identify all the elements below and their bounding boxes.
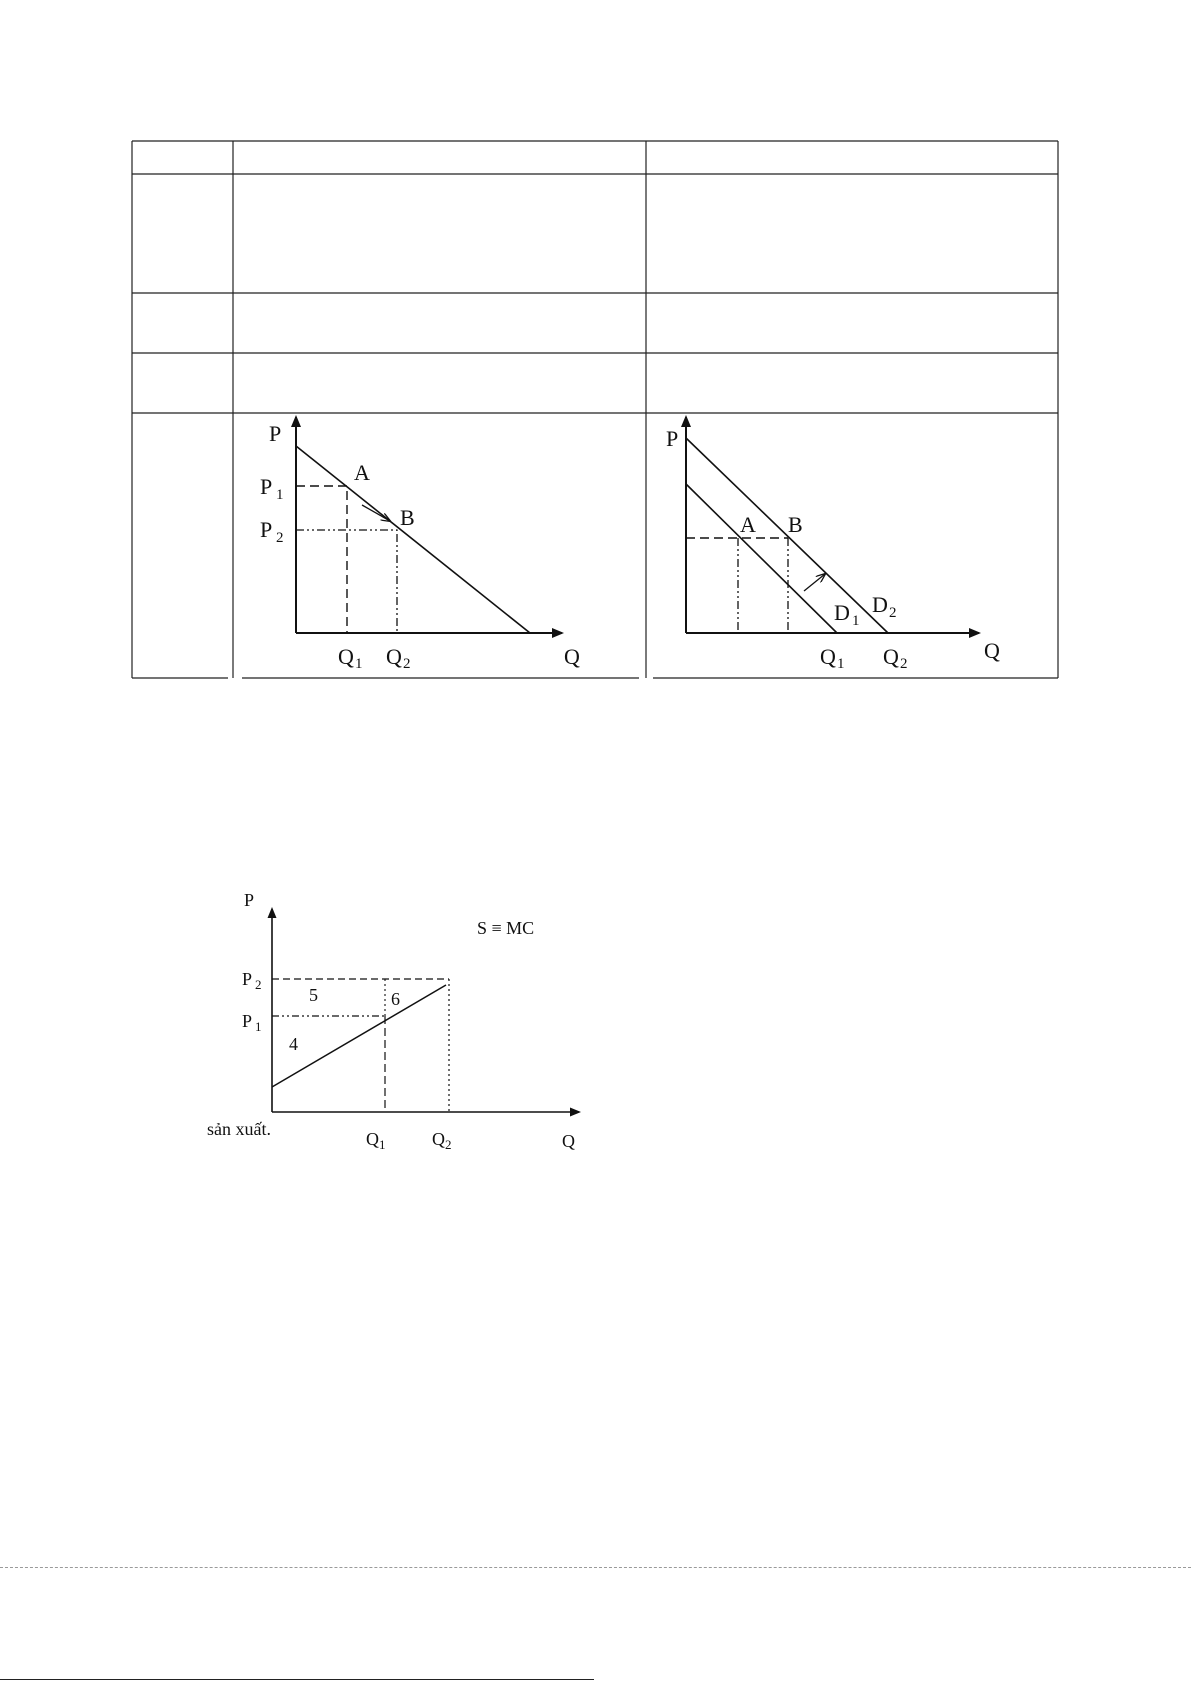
supply-curve bbox=[272, 985, 446, 1087]
supply-curve-label: S ≡ MC bbox=[477, 918, 535, 938]
point-a-label: A bbox=[354, 460, 370, 485]
p1-label: P bbox=[242, 1011, 253, 1031]
footnote-rule bbox=[0, 1679, 594, 1680]
demand-curve-d1 bbox=[686, 484, 837, 633]
area-4-label: 4 bbox=[289, 1034, 298, 1054]
q2-subscript: 2 bbox=[900, 656, 908, 672]
q1-label: Q bbox=[366, 1129, 379, 1149]
p2-label: P bbox=[260, 517, 273, 542]
q1-subscript: 1 bbox=[355, 656, 363, 672]
p1-subscript: 1 bbox=[276, 487, 284, 503]
q2-subscript: 2 bbox=[403, 656, 411, 672]
q1-label: Q bbox=[820, 644, 836, 669]
area-5-label: 5 bbox=[309, 985, 318, 1005]
movement-along-demand-chart bbox=[260, 417, 580, 672]
footer-dashed-rule bbox=[0, 1567, 1191, 1568]
q1-label: Q bbox=[338, 644, 354, 669]
p1-label: P bbox=[260, 474, 273, 499]
table-grid bbox=[132, 141, 1058, 678]
p-axis-label: P bbox=[269, 421, 282, 446]
demand-curve bbox=[296, 446, 530, 633]
movement-arrow bbox=[362, 505, 390, 521]
demand-curve-d2 bbox=[686, 438, 888, 633]
point-b-label: B bbox=[400, 505, 415, 530]
q2-subscript: 2 bbox=[445, 1137, 452, 1152]
q2-label: Q bbox=[432, 1129, 445, 1149]
q-axis-label: Q bbox=[564, 644, 580, 669]
point-b-label: B bbox=[788, 512, 803, 537]
point-a-label: A bbox=[740, 512, 756, 537]
shift-arrow bbox=[804, 574, 825, 591]
p1-subscript: 1 bbox=[255, 1019, 262, 1034]
supply-surplus-svg bbox=[200, 885, 600, 1155]
supply-surplus-figure bbox=[200, 885, 600, 1155]
area-6-label: 6 bbox=[391, 989, 400, 1009]
p2-subscript: 2 bbox=[255, 977, 262, 992]
d2-subscript: 2 bbox=[889, 605, 897, 621]
p-axis-label: P bbox=[666, 426, 679, 451]
q1-subscript: 1 bbox=[379, 1137, 386, 1152]
d1-subscript: 1 bbox=[852, 613, 860, 629]
demand-shift-chart bbox=[666, 417, 1000, 672]
q2-label: Q bbox=[883, 644, 899, 669]
caption-fragment: sản xuất. bbox=[207, 1119, 271, 1139]
q-axis-label: Q bbox=[562, 1131, 575, 1151]
p2-subscript: 2 bbox=[276, 530, 284, 546]
p-axis-label: P bbox=[244, 890, 255, 910]
q1-subscript: 1 bbox=[837, 656, 845, 672]
q-axis-label: Q bbox=[984, 638, 1000, 663]
d2-label: D bbox=[872, 592, 888, 617]
comparison-table bbox=[132, 141, 1058, 678]
q2-label: Q bbox=[386, 644, 402, 669]
d1-label: D bbox=[834, 600, 850, 625]
p2-label: P bbox=[242, 969, 253, 989]
p1-guide bbox=[296, 486, 347, 633]
